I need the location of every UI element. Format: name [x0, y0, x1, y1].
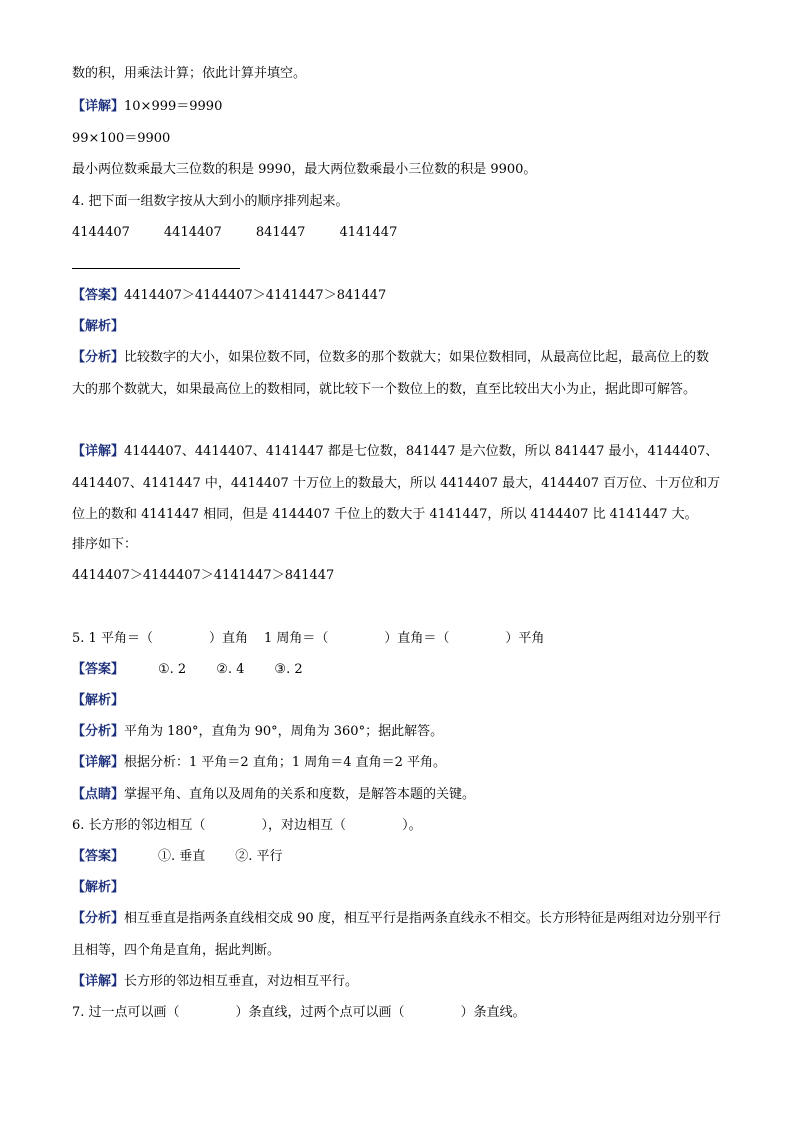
text-line-1: 数的积，用乘法计算；依此计算并填空。 [72, 66, 307, 81]
question-4: 4. 把下面一组数字按从大到小的顺序排列起来。 [72, 194, 349, 209]
q4-number: 4141447 [339, 225, 398, 240]
q4-number: 4414407 [163, 225, 222, 240]
detail-text: 根据分析：1 平角＝2 直角；1 周角＝4 直角＝2 平角。 [124, 755, 447, 770]
q6-answer [72, 847, 283, 867]
answer-blank-line [72, 268, 240, 269]
answer-text: 4414407＞4144407＞4141447＞841447 [124, 288, 387, 303]
key-point-tag: 【点睛】 [72, 787, 125, 802]
key-point-text: 掌握平角、直角以及周角的关系和度数，是解答本题的关键。 [124, 787, 476, 802]
q5-analysis [72, 722, 443, 742]
detail-tag: 【详解】 [72, 974, 125, 989]
analysis-tag: 【分析】 [72, 724, 125, 739]
q4-order: 4414407＞4144407＞4141447＞841447 [72, 568, 335, 583]
detail-text: 10×999＝9990 [124, 99, 223, 114]
text-line-4: 最小两位数乘最大三位数的积是 9990，最大两位数乘最小三位数的积是 9900。 [72, 162, 537, 177]
analysis-text: 平角为 180°，直角为 90°，周角为 360°；据此解答。 [124, 724, 444, 739]
q4-analysis [72, 342, 722, 405]
q6-jiexi-tag: 【解析】 [72, 880, 125, 895]
detail-tag: 【详解】 [72, 755, 125, 770]
answer-item: ②. 4 [216, 662, 245, 677]
detail-text: 长方形的邻边相互垂直，对边相互平行。 [124, 974, 359, 989]
q4-detail [72, 436, 722, 531]
analysis-text: 比较数字的大小，如果位数不同，位数多的那个数就大；如果位数相同，从最高位比起，最高位上的数大的那个数就大，如果最高位上的数相同，就比较下一个数位上的数，直至比较出大小为止，据此即可解答。 [72, 350, 710, 397]
detail-tag: 【详解】 [72, 99, 125, 114]
q5-answer [72, 660, 303, 680]
analysis-tag: 【分析】 [72, 350, 125, 365]
q4-number: 841447 [255, 225, 306, 240]
answer-tag: 【答案】 [72, 849, 125, 864]
q6-analysis [72, 903, 722, 966]
question-6: 6. 长方形的邻边相互（ ），对边相互（ ）。 [72, 818, 422, 833]
answer-item: ①. 2 [158, 662, 187, 677]
detail-text: 4144407、4414407、4141447 都是七位数，841447 是六位数，所以 841447 最小，4144407、4414407、4141447 中，4414407 十万位上的数最大，所以 4414407 最大，4144407 百万位、十万位和万位上的数和 4141447 相同，但是 4144407 千位上的数大于 4141447，所以 4144407 比 4141447 大。 [72, 444, 721, 522]
detail-line [72, 97, 222, 117]
question-7: 7. 过一点可以画（ ）条直线，过两个点可以画（ ）条直线。 [72, 1005, 526, 1020]
analysis-text: 相互垂直是指两条直线相交成 90 度，相互平行是指两条直线永不相交。长方形特征是两组对边分别平行且相等，四个角是直角，据此判断。 [72, 911, 721, 958]
answer-item: ②. 平行 [235, 849, 283, 864]
detail-tag: 【详解】 [72, 444, 125, 459]
answer-tag: 【答案】 [72, 662, 125, 677]
q4-numbers [72, 223, 397, 243]
q5-key-point [72, 785, 475, 805]
text-line-3: 99×100＝9900 [72, 131, 171, 146]
answer-item: ③. 2 [274, 662, 303, 677]
question-5: 5. 1 平角＝（ ）直角 1 周角＝（ ）直角＝（ ）平角 [72, 631, 545, 646]
q5-detail [72, 753, 446, 773]
q4-jiexi-tag: 【解析】 [72, 319, 125, 334]
q4-order-label: 排序如下： [72, 537, 138, 552]
analysis-tag: 【分析】 [72, 911, 125, 926]
answer-item: ①. 垂直 [158, 849, 206, 864]
q4-answer [72, 286, 386, 306]
answer-tag: 【答案】 [72, 288, 125, 303]
q6-detail [72, 972, 358, 992]
q4-number: 4144407 [72, 225, 130, 240]
q5-jiexi-tag: 【解析】 [72, 693, 125, 708]
